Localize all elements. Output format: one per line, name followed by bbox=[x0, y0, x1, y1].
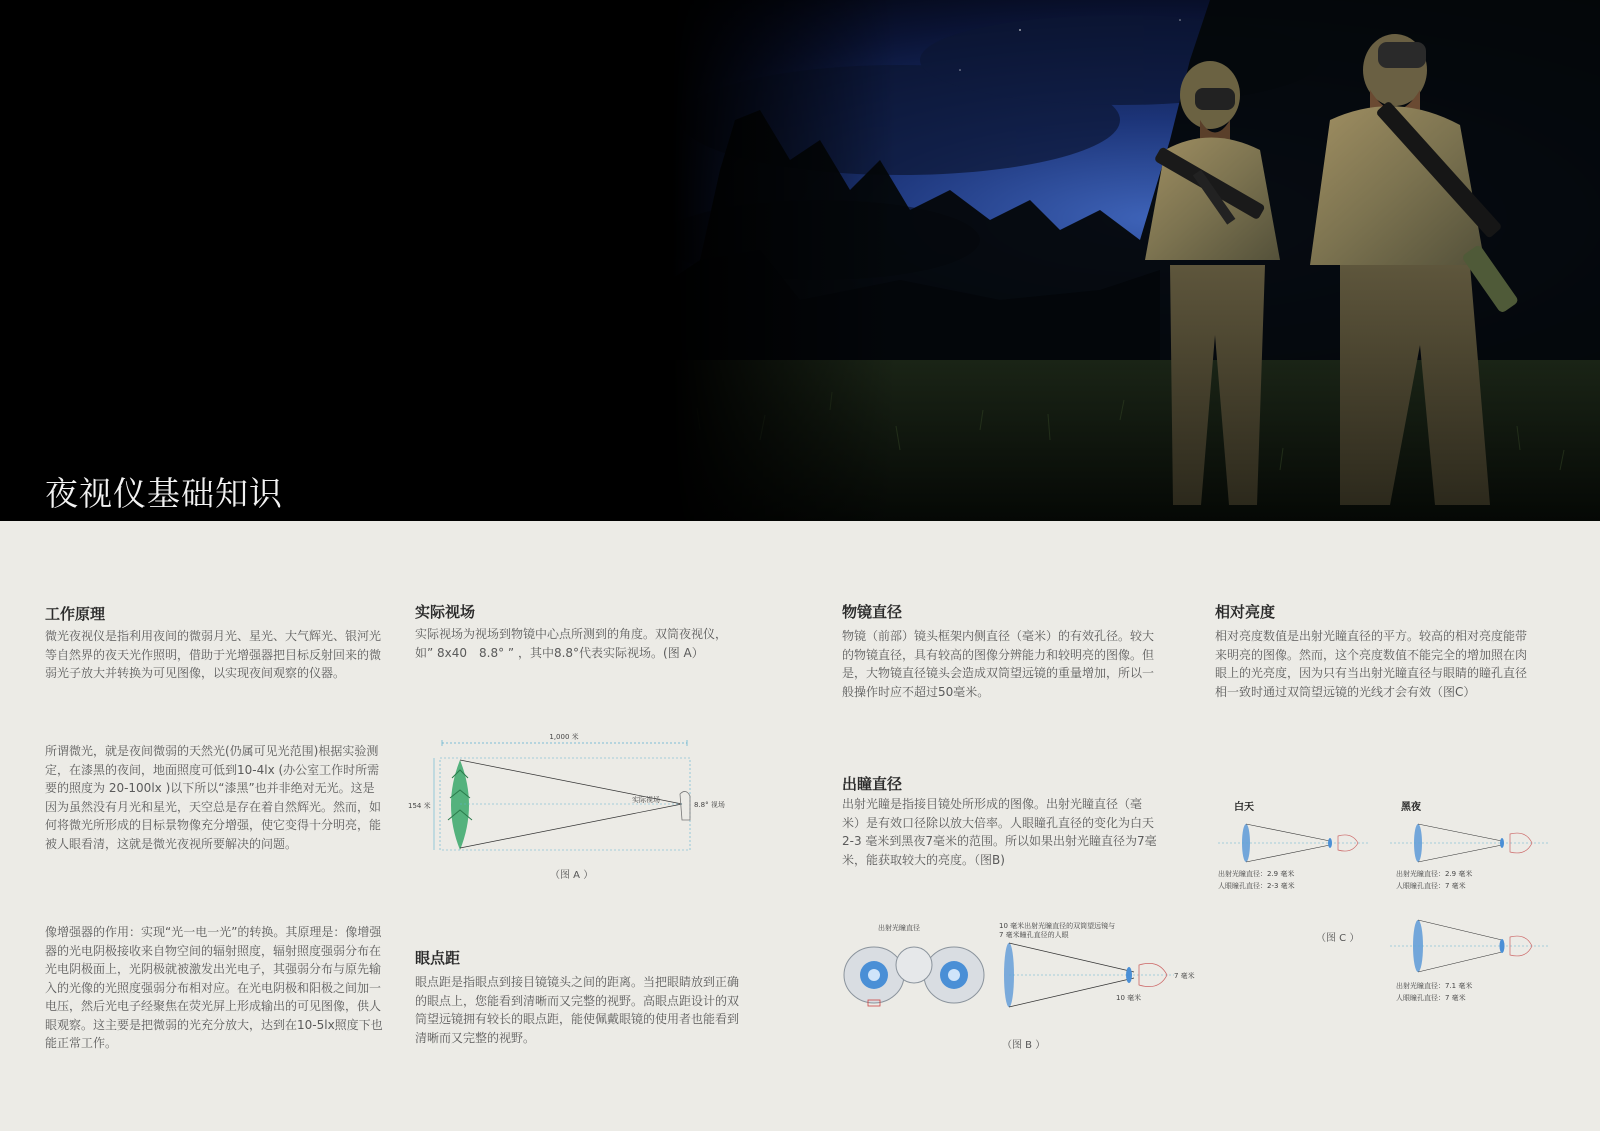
paragraph-eye-relief: 眼点距是指眼点到接目镜镜头之间的距离。当把眼睛放到正确的眼点上，您能看到清晰而又完整的视野。高眼点距设计的双筒望远镜拥有较长的眼点距，能使佩戴眼镜的使用者也能看到清晰而又完整的视野。 bbox=[415, 975, 740, 1045]
large-exit-pupil-diagram bbox=[1390, 920, 1548, 972]
paragraph-relative-brightness: 相对亮度数值是出射光瞳直径的平方。较高的相对亮度能带来明亮的图像。然而，这个亮度数值不能完全的增加照在肉眼上的光亮度，因为只有当出射光瞳直径与眼睛的瞳孔直径相一致时通过双筒望远镜的光线才会有效（图C） bbox=[1215, 629, 1528, 699]
label-angle: 8.8° 视场 bbox=[694, 801, 725, 809]
label-field: 实际视场 bbox=[632, 796, 660, 804]
label-night: 黑夜 bbox=[1401, 802, 1421, 813]
tree-icon bbox=[451, 760, 469, 850]
paragraph-exit-pupil: 出射光瞳是指接目镜处所形成的图像。出射光瞳直径（毫米）是有效口径除以放大倍率。人眼瞳孔直径的变化为白天2-3 毫米到黑夜7毫米的范围。所以如果出射光瞳直径为7毫米，能获取较大的亮度。（图B) bbox=[842, 797, 1157, 867]
label-10mm: 10 毫米 bbox=[1116, 994, 1142, 1002]
paragraph-low-light: 所谓微光，就是夜间微弱的天然光(仍属可见光范围)根据实验测定，在漆黑的夜间，地面照度可低到10-4lx (办公室工作时所需要的照度为 20-100lx )以下所以“漆黑”也并非绝对无光。这是因为虽然没有月光和星光，天空总是存在着自然辉光。然而，如何将微光所形成的目标景物像充分增强，使它变得十分明亮，能被人眼看清，这就是微光夜视所要解决的问题。 bbox=[45, 744, 382, 851]
paragraph-objective-diameter: 物镜（前部）镜头框架内侧直径（毫米）的有效孔径。较大的物镜直径，具有较高的图像分辨能力和较明亮的图像。但是，大物镜直径镜头会造成双筒望远镜的重量增加，所以一般操作时应不超过50毫米。 bbox=[842, 629, 1155, 699]
label-day-exit: 出射光瞳直径：2.9 毫米 bbox=[1218, 870, 1295, 878]
paragraph-working-principle: 微光夜视仪是指利用夜间的微弱月光、星光、大气辉光、银河光等自然界的夜天光作照明，借助于光增强器把目标反射回来的微弱光子放大并转换为可见图像，以实现夜间观察的仪器。 bbox=[45, 629, 382, 680]
caption-figure-c: （图 C ） bbox=[1316, 933, 1360, 944]
figure-c-brightness bbox=[1218, 798, 1563, 1008]
label-7mm: 7 毫米 bbox=[1174, 972, 1195, 980]
caption-figure-b: （图 B ） bbox=[1002, 1040, 1046, 1051]
binocular-eyepiece-icon bbox=[844, 947, 984, 1006]
label-exit-pupil-right-2: 7 毫米瞳孔直径的人眼 bbox=[999, 931, 1069, 939]
night-soldiers-photo bbox=[0, 0, 1600, 521]
heading-eye-relief: 眼点距 bbox=[415, 949, 461, 967]
page-title: 夜视仪基础知识 bbox=[45, 474, 283, 514]
eyepiece-lens-icon bbox=[1126, 967, 1132, 983]
heading-relative-brightness: 相对亮度 bbox=[1215, 603, 1276, 621]
paragraph-image-intensifier: 像增强器的作用：实现“光一电一光”的转换。其原理是：像增强器的光电阴极接收来自物空间的辐射照度，辐射照度强弱分布在光电阴极面上，光阴极就被激发出光电子，其强弱分布与原先输入的光像的光照度强弱分布相对应。在光电阴极和阳极之间加一电压，然后光电子经聚焦在荧光屏上形成输出的可见图像，供人眼观察。这主要是把微弱的光充分放大，达到在10-5lx照度下也能正常工作。 bbox=[45, 925, 383, 1050]
label-day: 白天 bbox=[1234, 802, 1254, 813]
label-exit-pupil-left: 出射光瞳直径 bbox=[878, 924, 920, 932]
heading-working-principle: 工作原理 bbox=[45, 605, 106, 623]
label-night-eye: 人眼瞳孔直径：7 毫米 bbox=[1396, 882, 1466, 890]
heading-objective-diameter: 物镜直径 bbox=[842, 603, 903, 621]
caption-figure-a: （图 A ） bbox=[550, 870, 594, 881]
night-diagram bbox=[1390, 824, 1548, 862]
label-big-exit: 出射光瞳直径：7.1 毫米 bbox=[1396, 982, 1473, 990]
label-big-eye: 人眼瞳孔直径：7 毫米 bbox=[1396, 994, 1466, 1002]
label-night-exit: 出射光瞳直径：2.9 毫米 bbox=[1396, 870, 1473, 878]
heading-field-of-view: 实际视场 bbox=[415, 603, 476, 621]
label-day-eye: 人眼瞳孔直径：2-3 毫米 bbox=[1218, 882, 1295, 890]
paragraph-field-of-view: 实际视场为视场到物镜中心点所测到的角度。双筒夜视仪，如” 8x40 8.8° ” ，其中8.8°代表实际视场。(图 A） bbox=[415, 627, 728, 660]
label-distance: 1,000 米 bbox=[549, 733, 579, 741]
heading-exit-pupil: 出瞳直径 bbox=[842, 775, 903, 793]
figure-a-field-of-view bbox=[408, 733, 742, 858]
day-diagram bbox=[1218, 824, 1368, 862]
figure-b-exit-pupil bbox=[844, 920, 1214, 1025]
label-exit-pupil-right-1: 10 毫米出射光瞳直径的双筒望远镜与 bbox=[999, 922, 1116, 930]
person-icon bbox=[680, 791, 690, 820]
label-width: 154 米 bbox=[408, 802, 431, 810]
hero-banner bbox=[0, 0, 1600, 521]
